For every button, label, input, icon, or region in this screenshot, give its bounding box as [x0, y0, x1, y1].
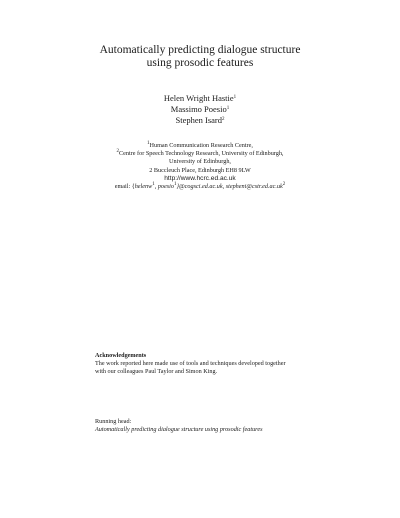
affiliation-line-1 [0, 142, 400, 150]
affiliation-text: Human Communication Research Centre, [149, 142, 253, 149]
author-affiliation-mark: 1 [233, 95, 237, 100]
author-name: Massimo Poesio [170, 104, 227, 114]
email-addresses: }@cogsci.ed.ac.uk, stepheni@cstr.ed.ac.uk [176, 183, 283, 191]
acknowledgements-line-2: with our colleagues Paul Taylor and Simon King. [95, 368, 218, 376]
affiliation-line-2 [0, 150, 400, 158]
author-list [0, 93, 400, 126]
acknowledgements-heading: Acknowledgements [95, 352, 147, 359]
running-head-section [95, 418, 335, 434]
author-name: Stephen Isard [175, 115, 222, 125]
acknowledgements-section [95, 352, 335, 377]
affiliation-url[interactable]: http://www.hcrc.ed.ac.uk [164, 174, 236, 182]
email-user-2: poesio [157, 183, 174, 191]
title-line-1: Automatically predicting dialogue structure [99, 44, 301, 56]
email-prefix: email: { [114, 183, 135, 191]
email-mark-3: 2 [282, 182, 286, 188]
email-user-1: helenw [134, 183, 153, 191]
running-head-text: Automatically predicting dialogue structure using prosodic features [95, 426, 263, 434]
author-2 [0, 104, 400, 115]
email-separator: , [154, 183, 158, 191]
email-mark-2: 1 [173, 182, 177, 188]
affiliation-line-4: 2 Buccleuch Place, Edinburgh EH8 9LW [149, 166, 251, 174]
author-affiliation-mark: 2 [222, 117, 225, 122]
affiliation-mark: 2 [116, 149, 120, 155]
title-line-2: using prosodic features [146, 57, 254, 69]
affiliation-line-3: University of Edinburgh, [169, 158, 231, 166]
author-name: Helen Wright Hastie [163, 93, 234, 103]
email-mark-1: 1 [152, 182, 155, 188]
author-1 [0, 93, 400, 104]
author-affiliation-mark: 1 [226, 106, 230, 111]
affiliation-email [0, 183, 400, 191]
acknowledgements-line-1: The work reported here made use of tools and techniques developed together [95, 360, 286, 368]
affiliation-mark: 1 [147, 141, 150, 146]
running-head-label: Running head: [95, 418, 132, 425]
affiliation-block [0, 142, 400, 191]
affiliation-text: Centre for Speech Technology Research, University of Edinburgh, [119, 150, 284, 158]
author-3 [0, 115, 400, 126]
paper-title [0, 44, 400, 70]
